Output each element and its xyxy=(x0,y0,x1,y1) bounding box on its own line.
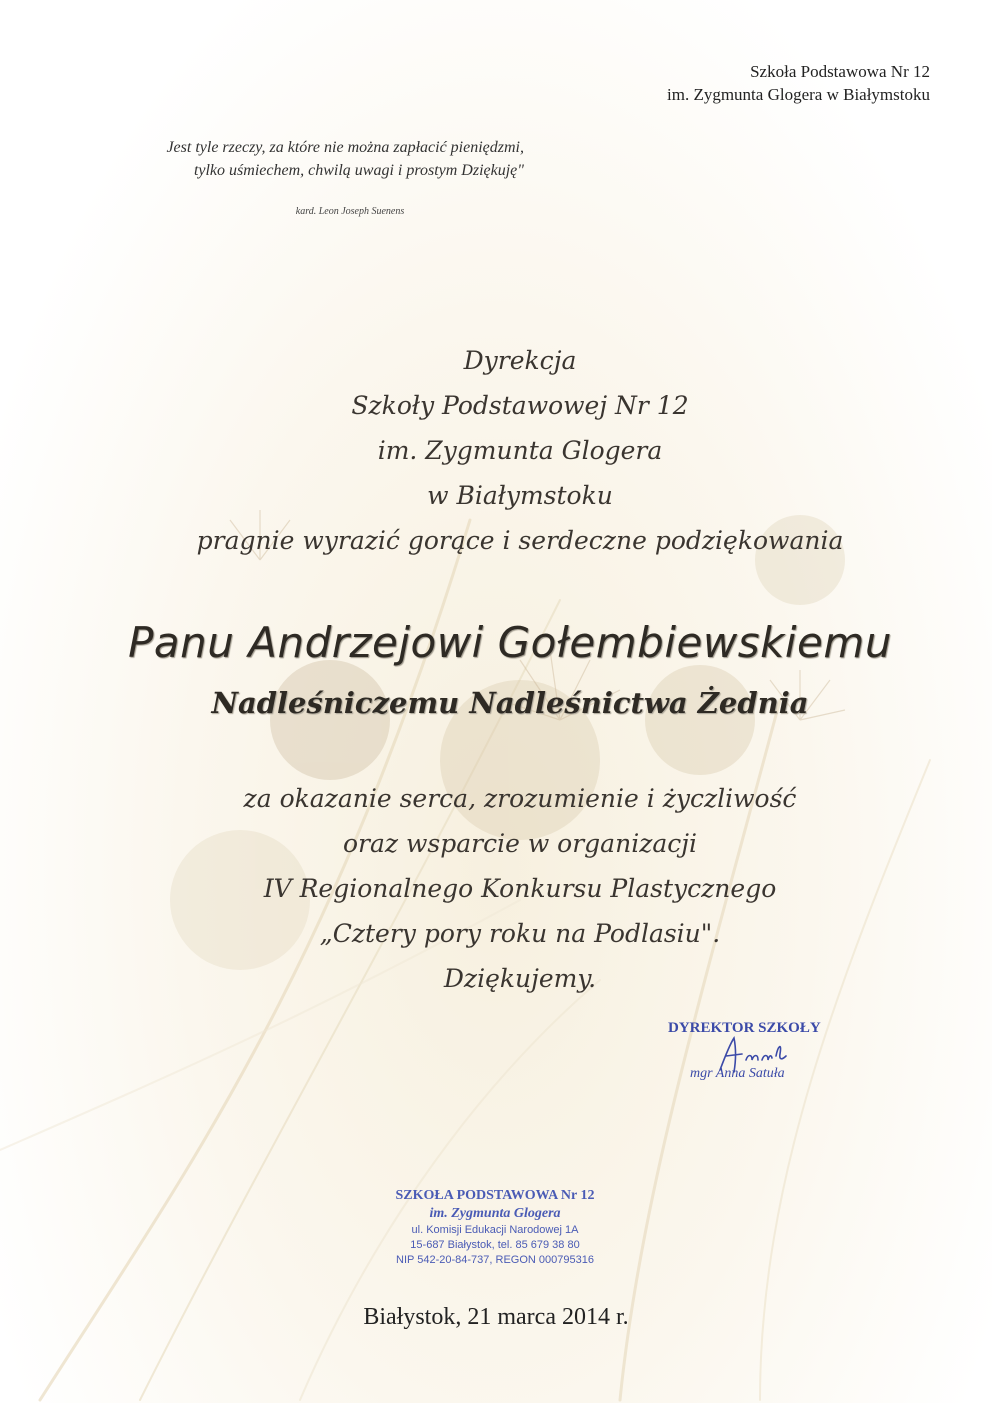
issuer-line-3: im. Zygmunta Glogera xyxy=(377,436,663,465)
body-line-2: oraz wsparcie w organizacji xyxy=(342,829,698,858)
stamp-line-3: ul. Komisji Edukacji Narodowej 1A xyxy=(411,1224,579,1236)
issuer-line-1: Dyrekcja xyxy=(463,346,577,375)
issuer-line-4: w Białymstoku xyxy=(427,481,613,510)
body-line-5: Dziękujemy. xyxy=(443,964,597,993)
quote xyxy=(54,136,524,182)
school-name: Szkoła Podstawowa Nr 12 xyxy=(750,62,930,81)
quote-author: kard. Leon Joseph Suenens xyxy=(295,206,405,217)
issuer-block xyxy=(80,338,960,563)
issuer-line-2: Szkoły Podstawowej Nr 12 xyxy=(351,391,689,420)
school-header xyxy=(667,60,930,106)
body-block xyxy=(80,776,960,1001)
signatory-name: mgr Anna Satuła xyxy=(690,1066,785,1081)
recipient-position: Nadleśniczemu Nadleśnictwa Żednia xyxy=(211,686,809,720)
stamp-line-1: SZKOŁA PODSTAWOWA Nr 12 xyxy=(395,1188,595,1203)
school-patron: im. Zygmunta Glogera w Białymstoku xyxy=(667,85,930,104)
body-line-4: „Cztery pory roku na Podlasiu". xyxy=(319,919,721,948)
quote-line-1: Jest tyle rzeczy, za które nie można zapłacić pieniędzmi, xyxy=(166,139,524,156)
recipient-name: Panu Andrzejowi Gołembiewskiemu xyxy=(128,618,892,667)
school-stamp xyxy=(375,1187,615,1268)
stamp-line-5: NIP 542-20-84-737, REGON 000795316 xyxy=(396,1254,594,1266)
place-and-date: Białystok, 21 marca 2014 r. xyxy=(363,1304,629,1330)
quote-line-2: tylko uśmiechem, chwilą uwagi i prostym Dziękuję" xyxy=(193,162,524,179)
body-line-1: za okazanie serca, zrozumienie i życzliwość xyxy=(243,784,797,813)
signatory-title: DYREKTOR SZKOŁY xyxy=(668,1020,821,1036)
stamp-line-2: im. Zygmunta Glogera xyxy=(429,1206,561,1221)
body-line-3: IV Regionalnego Konkursu Plastycznego xyxy=(263,874,777,903)
issuer-line-5: pragnie wyrazić gorące i serdeczne podziękowania xyxy=(196,526,844,555)
stamp-line-4: 15-687 Białystok, tel. 85 679 38 80 xyxy=(410,1239,580,1251)
